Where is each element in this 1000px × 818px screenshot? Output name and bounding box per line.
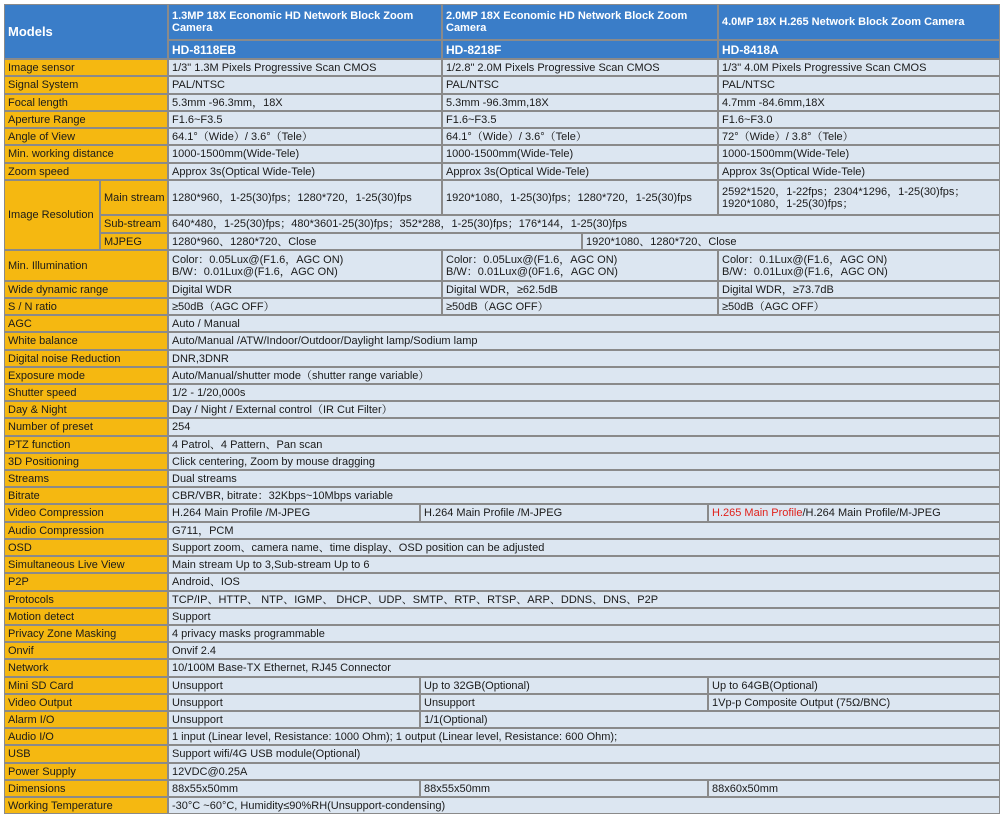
cell-value: PAL/NTSC [168, 76, 442, 94]
cell-value: 10/100M Base-TX Ethernet, RJ45 Connector [168, 659, 1000, 677]
row-label: White balance [4, 332, 168, 350]
row-label: Audio Compression [4, 522, 168, 539]
row-label: Video Compression [4, 504, 168, 522]
cell-value: 1/3" 1.3M Pixels Progressive Scan CMOS [168, 59, 442, 76]
row-label: Aperture Range [4, 111, 168, 128]
cell-value: TCP/IP、HTTP、 NTP、IGMP、 DHCP、UDP、SMTP、RTP、RTSP、ARP、DDNS、DNS、P2P [168, 591, 1000, 608]
row-label: Power Supply [4, 763, 168, 780]
cell-value: Click centering, Zoom by mouse dragging [168, 453, 1000, 470]
cell-value: Unsupport [168, 677, 420, 694]
row-label: S / N ratio [4, 298, 168, 315]
cell-value: 640*480，1-25(30)fps；480*3601-25(30)fps；352*288，1-25(30)fps；176*144，1-25(30)fps [168, 215, 1000, 233]
column-title-1: 1.3MP 18X Economic HD Network Block Zoom Camera [168, 4, 442, 40]
cell-value [708, 504, 1000, 522]
cell-value: Unsupport [168, 694, 420, 711]
row-label: Wide dynamic range [4, 281, 168, 298]
models-header: Models [4, 4, 168, 59]
cell-value: 1920*1080、1280*720、Close [582, 233, 1000, 250]
model-name-1: HD-8118EB [168, 40, 442, 59]
cell-value: 5.3mm -96.3mm,18X [442, 94, 718, 111]
cell-value: 88x55x50mm [420, 780, 708, 797]
cell-value: 2592*1520，1-22fps；2304*1296，1-25(30)fps；1920*1080，1-25(30)fps； [718, 180, 1000, 215]
spec-table [4, 4, 1000, 814]
cell-value: Up to 64GB(Optional) [708, 677, 1000, 694]
cell-value: F1.6~F3.5 [168, 111, 442, 128]
cell-value: Support wifi/4G USB module(Optional) [168, 745, 1000, 763]
cell-value: Onvif 2.4 [168, 642, 1000, 659]
row-label: Dimensions [4, 780, 168, 797]
cell-value: 1280*960，1-25(30)fps；1280*720，1-25(30)fps [168, 180, 442, 215]
cell-value: 64.1°（Wide）/ 3.6°（Tele） [168, 128, 442, 145]
column-title-2: 2.0MP 18X Economic HD Network Block Zoom Camera [442, 4, 718, 40]
cell-value: 72°（Wide）/ 3.8°（Tele） [718, 128, 1000, 145]
sub-label: Sub-stream [100, 215, 168, 233]
cell-value: Support zoom、camera name、time display、OSD position can be adjusted [168, 539, 1000, 556]
cell-value: 1000-1500mm(Wide-Tele) [168, 145, 442, 163]
cell-value: 64.1°（Wide）/ 3.6°（Tele） [442, 128, 718, 145]
row-label: Protocols [4, 591, 168, 608]
highlight-text: H.265 Main Profile [712, 507, 803, 519]
row-label: Onvif [4, 642, 168, 659]
cell-value: 1/1(Optional) [420, 711, 1000, 728]
cell-value: Approx 3s(Optical Wide-Tele) [168, 163, 442, 180]
cell-value: 1/2 - 1/20,000s [168, 384, 1000, 401]
cell-value: H.264 Main Profile /M-JPEG [420, 504, 708, 522]
cell-value: Digital WDR，≥73.7dB [718, 281, 1000, 298]
cell-value: Auto/Manual /ATW/Indoor/Outdoor/Daylight lamp/Sodium lamp [168, 332, 1000, 350]
sub-label: MJPEG [100, 233, 168, 250]
cell-value: H.264 Main Profile /M-JPEG [168, 504, 420, 522]
cell-value: 1 input (Linear level, Resistance: 1000 Ohm); 1 output (Linear level, Resistance: 600 Ohm); [168, 728, 1000, 745]
row-label: 3D Positioning [4, 453, 168, 470]
cell-value: 1/2.8" 2.0M Pixels Progressive Scan CMOS [442, 59, 718, 76]
cell-value: 88x60x50mm [708, 780, 1000, 797]
cell-value [718, 250, 1000, 281]
row-label: AGC [4, 315, 168, 332]
cell-value: Unsupport [168, 711, 420, 728]
cell-value: Digital WDR，≥62.5dB [442, 281, 718, 298]
cell-value: 1920*1080，1-25(30)fps；1280*720，1-25(30)fps [442, 180, 718, 215]
cell-value: 4 Patrol、4 Pattern、Pan scan [168, 436, 1000, 453]
row-label: Angle of View [4, 128, 168, 145]
row-label: Day & Night [4, 401, 168, 418]
cell-value: 254 [168, 418, 1000, 436]
row-label: Exposure mode [4, 367, 168, 384]
cell-value [168, 250, 442, 281]
cell-value: F1.6~F3.0 [718, 111, 1000, 128]
cell-value: Dual streams [168, 470, 1000, 487]
cell-value: Day / Night / External control（IR Cut Filter） [168, 401, 1000, 418]
illumination-bw: B/W：0.01Lux@(0F1.6，AGC ON) [446, 265, 618, 278]
row-label: Shutter speed [4, 384, 168, 401]
row-label: Video Output [4, 694, 168, 711]
cell-value: Approx 3s(Optical Wide-Tele) [718, 163, 1000, 180]
cell-value: G711，PCM [168, 522, 1000, 539]
cell-value: ≥50dB（AGC OFF） [718, 298, 1000, 315]
row-label: Simultaneous Live View [4, 556, 168, 573]
cell-value: Auto/Manual/shutter mode（shutter range variable） [168, 367, 1000, 384]
row-label: Network [4, 659, 168, 677]
cell-value: 1000-1500mm(Wide-Tele) [442, 145, 718, 163]
row-label: Image sensor [4, 59, 168, 76]
row-label: Mini SD Card [4, 677, 168, 694]
row-label: PTZ function [4, 436, 168, 453]
row-label: Alarm I/O [4, 711, 168, 728]
cell-value: 1000-1500mm(Wide-Tele) [718, 145, 1000, 163]
cell-value: F1.6~F3.5 [442, 111, 718, 128]
cell-value: ≥50dB（AGC OFF） [168, 298, 442, 315]
cell-value: Auto / Manual [168, 315, 1000, 332]
row-label: Privacy Zone Masking [4, 625, 168, 642]
row-label: Focal length [4, 94, 168, 111]
cell-value: 12VDC@0.25A [168, 763, 1000, 780]
column-title-3: 4.0MP 18X H.265 Network Block Zoom Camera [718, 4, 1000, 40]
illumination-bw: B/W：0.01Lux@(F1.6，AGC ON) [722, 265, 888, 278]
cell-value: 1/3" 4.0M Pixels Progressive Scan CMOS [718, 59, 1000, 76]
row-label: Image Resolution [4, 180, 100, 250]
row-label: P2P [4, 573, 168, 591]
cell-value: ≥50dB（AGC OFF） [442, 298, 718, 315]
cell-value: 5.3mm -96.3mm，18X [168, 94, 442, 111]
cell-value: DNR,3DNR [168, 350, 1000, 367]
row-label: Min. working distance [4, 145, 168, 163]
cell-value: Approx 3s(Optical Wide-Tele) [442, 163, 718, 180]
cell-value: Android、IOS [168, 573, 1000, 591]
cell-value: Support [168, 608, 1000, 625]
row-label: Audio I/O [4, 728, 168, 745]
cell-value: Main stream Up to 3,Sub-stream Up to 6 [168, 556, 1000, 573]
row-label: Number of preset [4, 418, 168, 436]
cell-value: Up to 32GB(Optional) [420, 677, 708, 694]
cell-text: /H.264 Main Profile/M-JPEG [802, 507, 941, 519]
model-name-2: HD-8218F [442, 40, 718, 59]
row-label: Motion detect [4, 608, 168, 625]
cell-value: Digital WDR [168, 281, 442, 298]
cell-value [442, 250, 718, 281]
sub-label: Main stream [100, 180, 168, 215]
illumination-color: Color：0.05Lux@(F1.6，AGC ON) [172, 253, 344, 266]
illumination-bw: B/W：0.01Lux@(F1.6，AGC ON) [172, 265, 338, 278]
cell-value: PAL/NTSC [442, 76, 718, 94]
row-label: Streams [4, 470, 168, 487]
row-label: Digital noise Reduction [4, 350, 168, 367]
row-label: Zoom speed [4, 163, 168, 180]
cell-value: PAL/NTSC [718, 76, 1000, 94]
cell-value: 1Vp-p Composite Output (75Ω/BNC) [708, 694, 1000, 711]
cell-value: 4 privacy masks programmable [168, 625, 1000, 642]
model-name-3: HD-8418A [718, 40, 1000, 59]
cell-value: 1280*960、1280*720、Close [168, 233, 582, 250]
cell-value: Unsupport [420, 694, 708, 711]
row-label: USB [4, 745, 168, 763]
cell-value: -30°C ~60°C, Humidity≤90%RH(Unsupport-condensing) [168, 797, 1000, 814]
cell-value: CBR/VBR, bitrate：32Kbps~10Mbps variable [168, 487, 1000, 504]
illumination-color: Color：0.05Lux@(F1.6，AGC ON) [446, 253, 618, 266]
row-label: Signal System [4, 76, 168, 94]
row-label: Working Temperature [4, 797, 168, 814]
row-label: Bitrate [4, 487, 168, 504]
cell-value: 4.7mm -84.6mm,18X [718, 94, 1000, 111]
row-label: OSD [4, 539, 168, 556]
row-label: Min. Illumination [4, 250, 168, 281]
illumination-color: Color：0.1Lux@(F1.6，AGC ON) [722, 253, 888, 266]
cell-value: 88x55x50mm [168, 780, 420, 797]
